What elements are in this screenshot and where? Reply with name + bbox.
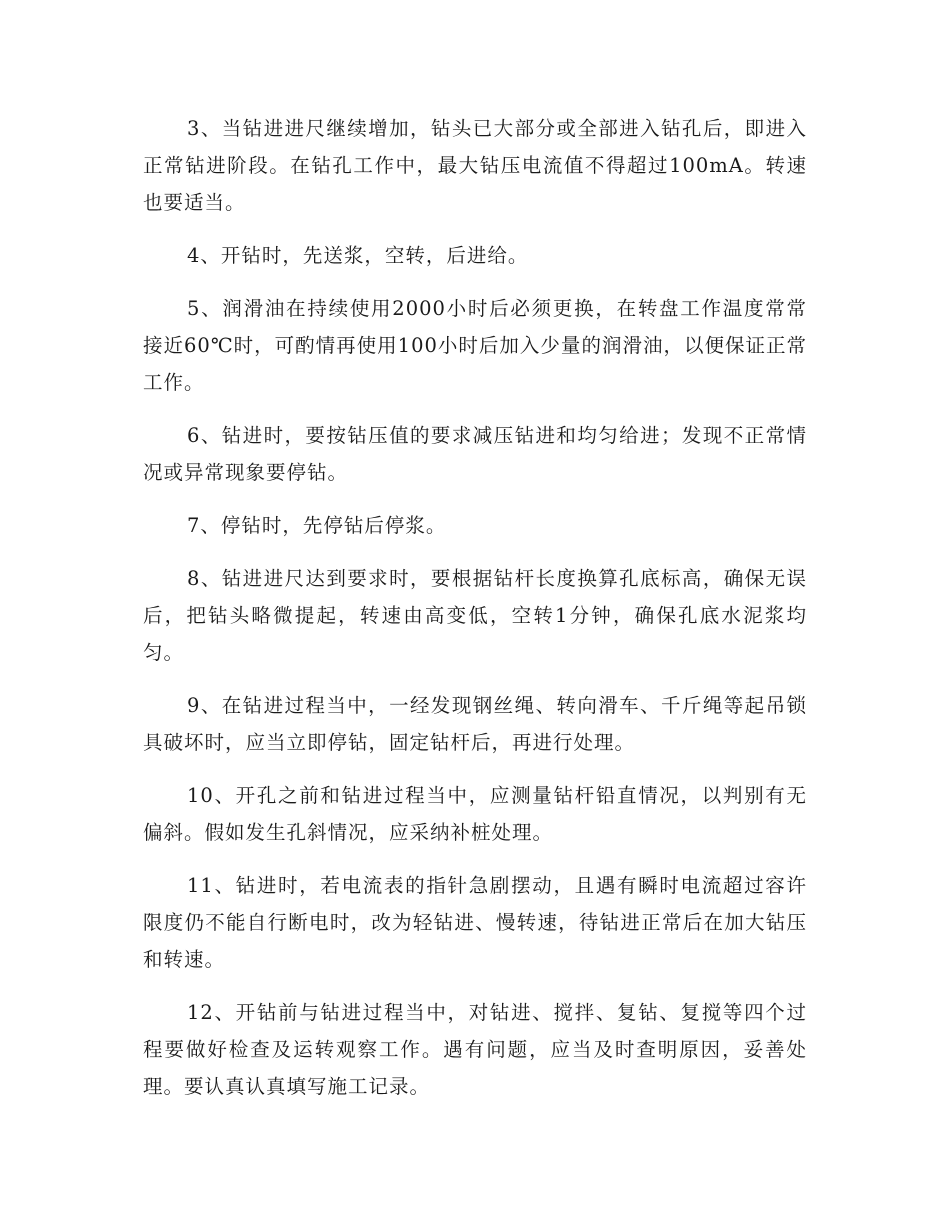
paragraph-item-3: 3、当钻进进尺继续增加，钻头已大部分或全部进入钻孔后，即进入正常钻进阶段。在钻孔工作中，最大钻压电流值不得超过100mA。转速也要适当。 [143, 117, 807, 214]
paragraph-item-4: 4、开钻时，先送浆，空转，后进给。 [187, 244, 529, 267]
paragraph-item-9: 9、在钻进过程当中，一经发现钢丝绳、转向滑车、千斤绳等起吊锁具破坏时，应当立即停钻，固定钻杆后，再进行处理。 [143, 694, 807, 754]
paragraph-item-6: 6、钻进时，要按钻压值的要求减压钻进和均匀给进；发现不正常情况或异常现象要停钻。 [143, 424, 807, 484]
paragraph-item-11: 11、钻进时，若电流表的指针急剧摆动，且遇有瞬时电流超过容许限度仍不能自行断电时，改为轻钻进、慢转速，待钻进正常后在加大钻压和转速。 [143, 874, 807, 971]
document-body [143, 110, 807, 1121]
paragraph-item-5: 5、润滑油在持续使用2000小时后必须更换，在转盘工作温度常常接近60℃时，可酌情再使用100小时后加入少量的润滑油，以便保证正常工作。 [143, 297, 807, 394]
paragraph-item-7: 7、停钻时，先停钻后停浆。 [187, 514, 447, 537]
paragraph-item-12: 12、开钻前与钻进过程当中，对钻进、搅拌、复钻、复搅等四个过程要做好检查及运转观察工作。遇有问题，应当及时查明原因，妥善处理。要认真认真填写施工记录。 [143, 1001, 807, 1098]
paragraph-item-10: 10、开孔之前和钻进过程当中，应测量钻杆铅直情况，以判别有无偏斜。假如发生孔斜情况，应采纳补桩处理。 [143, 784, 807, 844]
paragraph-item-8: 8、钻进进尺达到要求时，要根据钻杆长度换算孔底标高，确保无误后，把钻头略微提起，转速由高变低，空转1分钟，确保孔底水泥浆均匀。 [143, 567, 807, 664]
